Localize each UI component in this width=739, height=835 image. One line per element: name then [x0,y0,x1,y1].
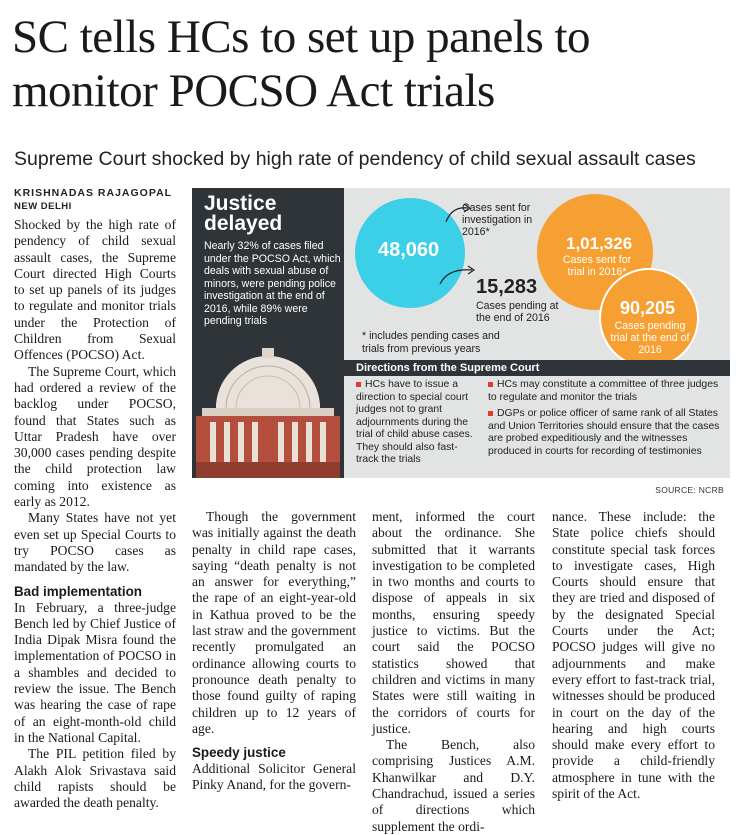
headline: SC tells HCs to set up panels to monitor POCSO Act trials [12,11,591,117]
direction-text: HCs have to issue a direction to special court judges not to grant adjournments during the trial of child abuse cases. They should also fast-track the trials [356,379,473,465]
bullet-icon [488,382,493,387]
bullet-icon [488,411,493,416]
infographic-title-line-1: Justice [204,192,277,215]
infographic-title-line-2: delayed [204,212,283,235]
stat-value: 1,01,326 [566,234,633,253]
paragraph: Additional Solicitor General Pinky Anand, for the govern- [192,761,356,793]
stat-label: Cases sent for trial in 2016* [562,254,632,278]
stat-label: Cases pending trial at the end of 2016 [610,320,690,356]
infographic-title [204,194,282,234]
article-column-2 [192,509,356,795]
infographic-intro: Nearly 32% of cases filed under the POCSO Act, which deals with sexual abuse of minors, were pending police investigation at the end of 2016, while 89% were pending trials [204,240,341,327]
paragraph: The PIL petition filed by Alakh Alok Srivastava said child rapists should be awarded the death penalty. [14,746,176,811]
arrow-icon [438,264,478,286]
subheadline: Supreme Court shocked by high rate of pendency of child sexual assault cases [14,148,696,170]
justice-delayed-infographic [192,188,730,500]
direction-item [356,379,478,467]
direction-text: DGPs or police officer of same rank of all States and Union Territories should ensure that the cases are probed expeditiously and the witnesses produced in courts for recording of testimonies [488,408,720,457]
directions-title: Directions from the Supreme Court [344,360,730,376]
direction-item [488,379,724,404]
section-heading: Bad implementation [14,583,142,599]
paragraph: ment, informed the court about the ordinance. She submitted that it warrants investigation to be completed in two months and courts to dispose of appeals in six months, ensuring speedy justice to victims. But the court said the POCSO statistics showed that children and victims in many States were still waiting in the corridors of courts for justice. [372,509,535,736]
section-heading: Speedy justice [192,745,286,761]
article-column-4 [552,509,715,802]
paragraph: Many States have not yet even set up Special Courts to try POCSO cases as mandated by the law. [14,510,176,575]
stat-label: Cases pending at the end of 2016 [476,300,559,324]
article-column-1 [14,217,176,811]
byline: KRISHNADAS RAJAGOPAL [14,187,173,199]
direction-item [488,408,724,458]
stat-value: 48,060 [378,239,440,261]
stat-value: 15,283 [476,276,538,298]
dateline: NEW DELHI [14,201,72,212]
paragraph: The Supreme Court, which had ordered a review of the backlog under POCSO, found that States such as Uttar Pradesh have over 30,000 cases pending despite the child protection law coming into existence as early as 2012. [14,363,176,510]
article-column-3 [372,509,535,834]
source-credit: SOURCE: NCRB [655,485,724,495]
footnote: * includes pending cases and trials from previous years [362,330,500,355]
paragraph: nance. These include: the State police chiefs should constitute special task forces to investigate cases, High Courts should ensure that they are tried and disposed of by the designated Special Courts under the Act; POCSO judges will give no adjournments and make every effort to fast-track trial, witnesses should be produced in court on the day of the hearing and high courts should make every effort to provide a child-friendly atmosphere in tune with the spirit of the Act. [552,509,715,802]
paragraph: The Bench, also comprising Justices A.M. Khanwilkar and D.Y. Chandrachud, issued a series of directions which supplement the ordi- [372,737,535,834]
bullet-icon [356,382,361,387]
direction-text: HCs may constitute a committee of three judges to regulate and monitor the trials [488,379,719,403]
supreme-court-building-image [192,338,344,478]
stat-label: Cases sent for investigation in 2016* [462,202,533,238]
paragraph: In February, a three-judge Bench led by Chief Justice of India Dipak Misra found the implementation of POCSO in a shambles and decided to review the issue. The Bench was hearing the case of rape of an eight-month-old child in the National Capital. [14,599,176,745]
paragraph: Shocked by the high rate of pendency of child sexual assault cases, the Supreme Court directed High Courts to set up panels of its judges to regulate and monitor trials under the Protection of Children from Sexual Offences (POCSO) Act. [14,217,176,363]
paragraph: Though the government was initially against the death penalty in child rape cases, saying “death penalty is not an answer for everything,” the rape of an eight-year-old in Kathua proved to be the last straw and the government recently promulgated an ordinance allowing courts to pronounce death penalty to those found guilty of raping children up to 12 years of age. [192,509,356,736]
stat-value: 90,205 [620,298,676,318]
